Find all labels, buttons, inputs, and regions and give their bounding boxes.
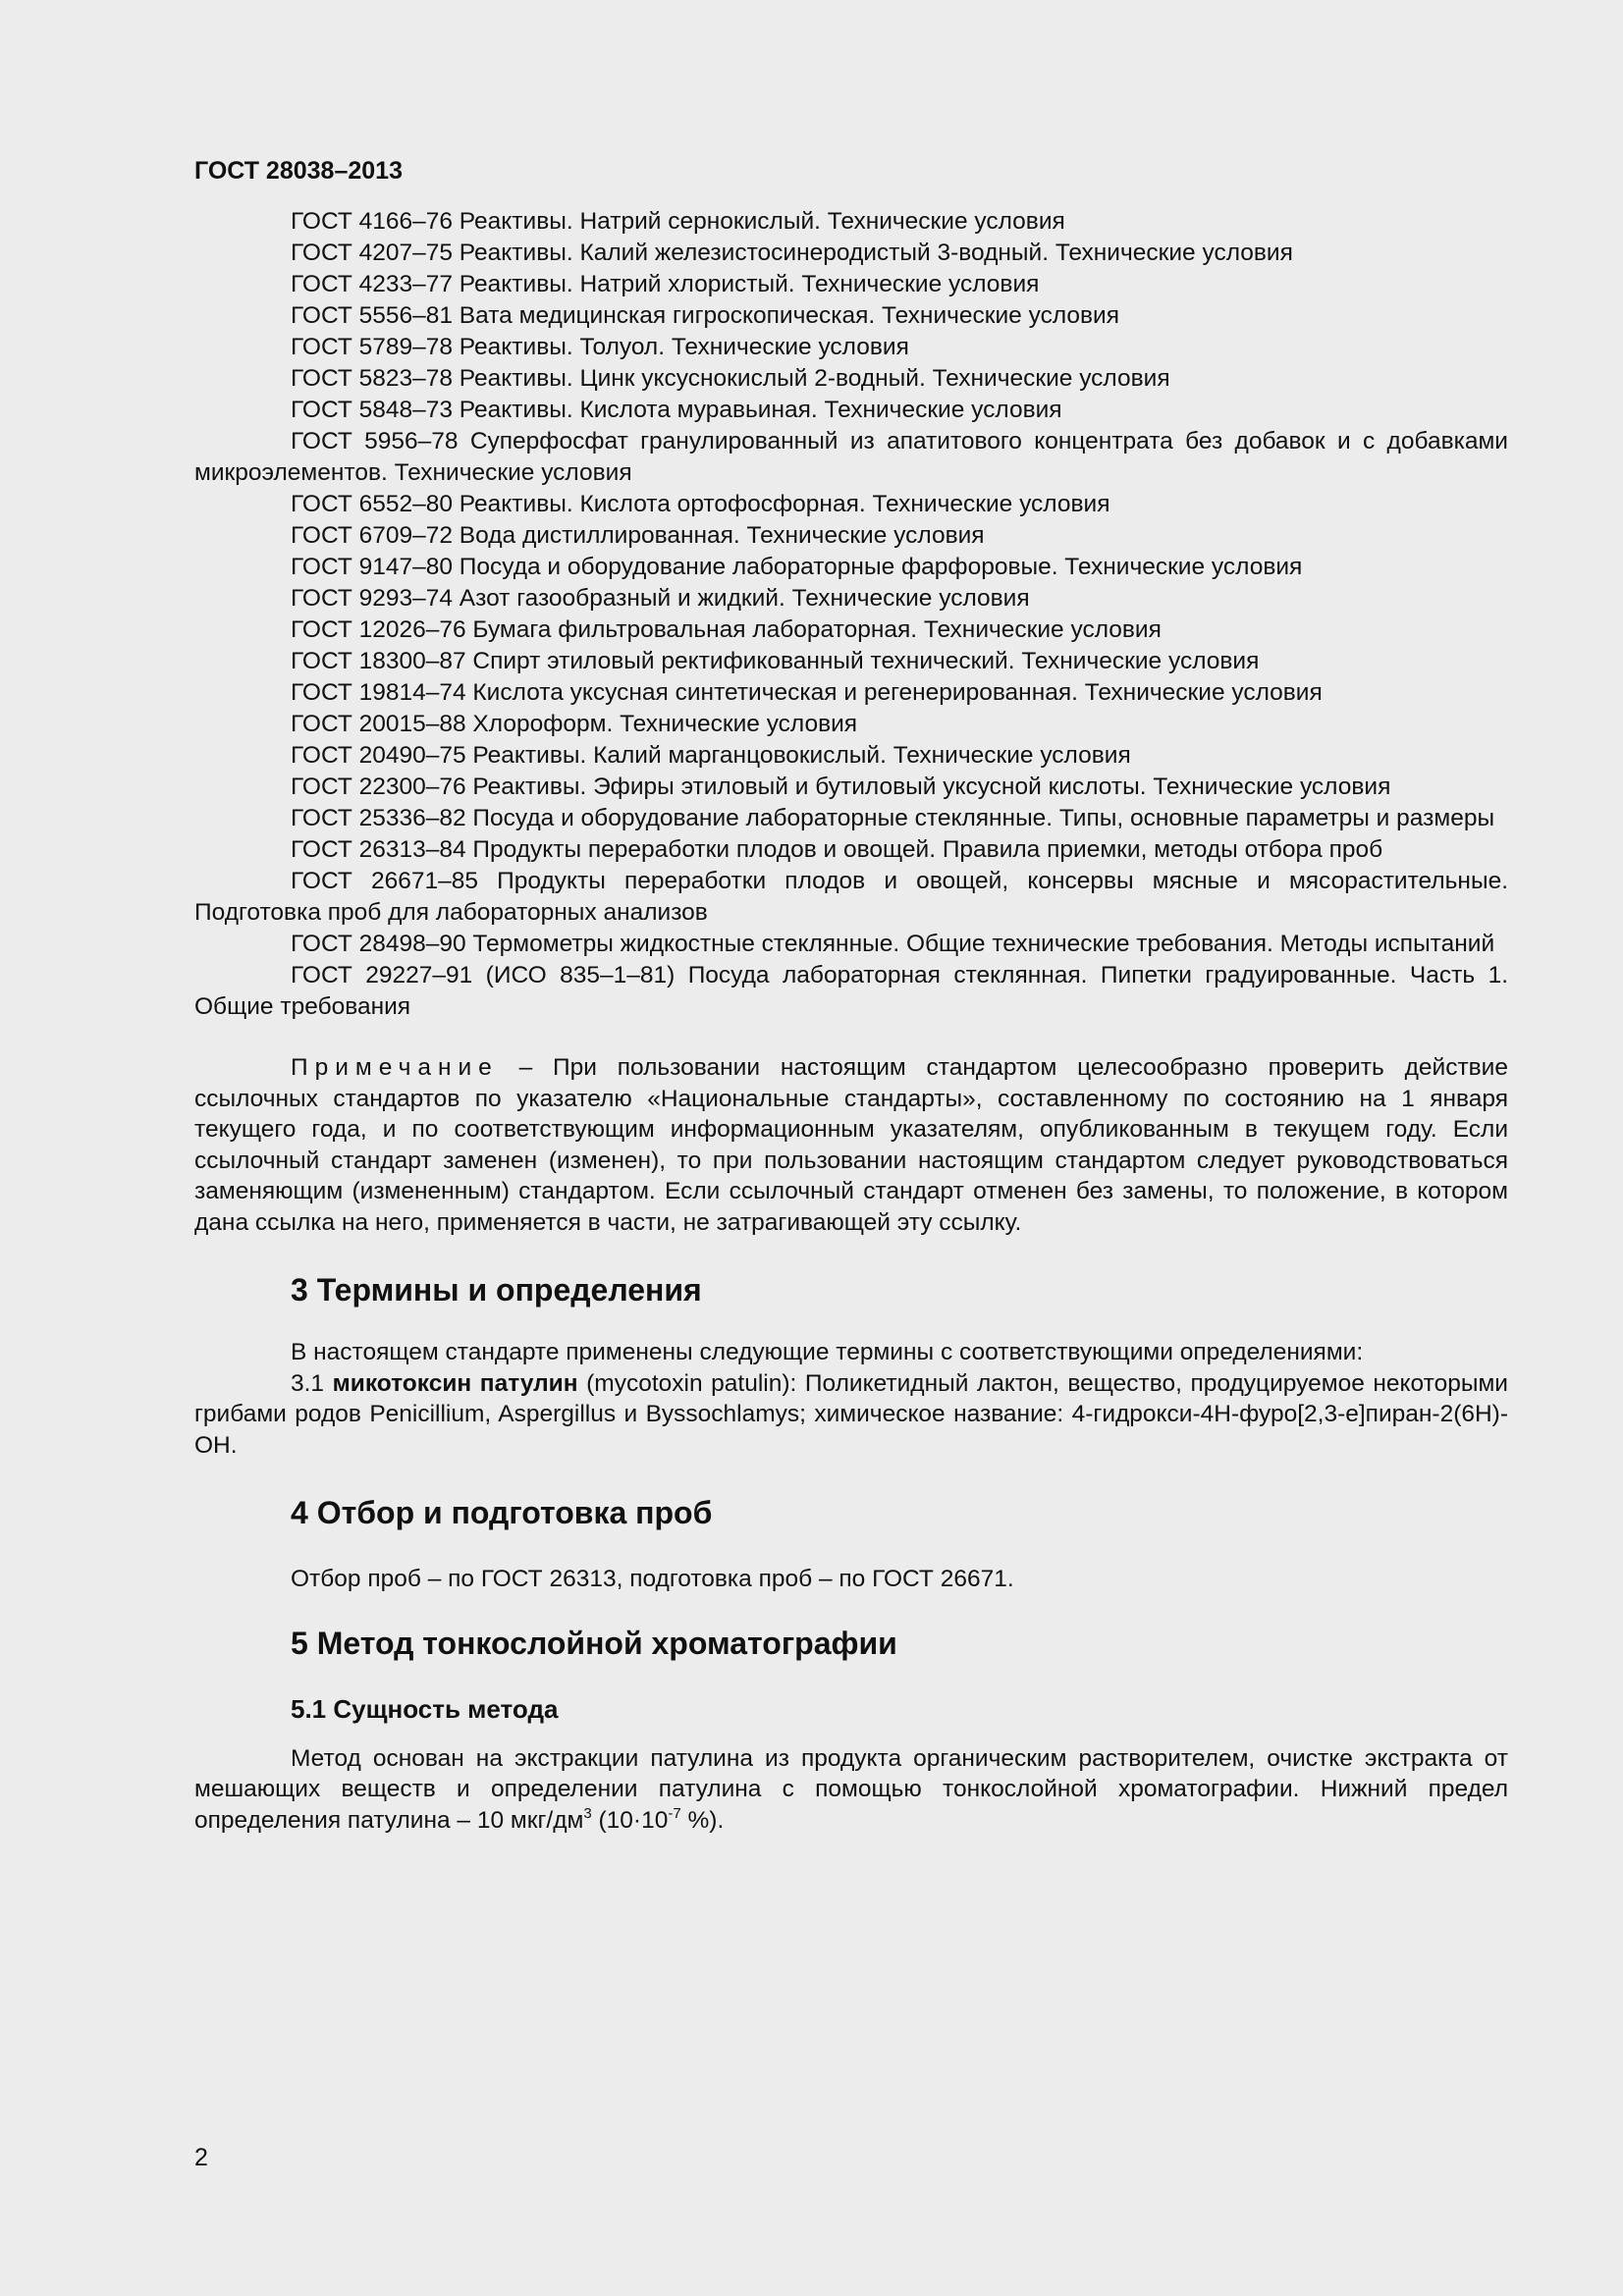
superscript-exponent: 3 xyxy=(583,1804,592,1822)
term-definition-text: (mycotoxin patulin): Поликетидный лактон, вещество, продуцируемое некоторыми грибами родов Penicillium, Aspergillus и Byssochlamys; химическое название: 4-гидрокси-4Н-фуро[2,3-е]пиран-2(6Н)-ОН. xyxy=(194,1369,1508,1459)
term-definition xyxy=(194,1368,1508,1462)
reference-item: ГОСТ 9147–80 Посуда и оборудование лабораторные фарфоровые. Технические условия xyxy=(291,554,1303,580)
term-name: микотоксин патулин xyxy=(332,1369,578,1397)
section-3-intro: В настоящем стандарте применены следующие термины с соответствующими определениями: xyxy=(291,1339,1364,1365)
term-number: 3.1 xyxy=(291,1369,333,1397)
reference-item: ГОСТ 22300–76 Реактивы. Эфиры этиловый и бутиловый уксусной кислоты. Технические условия xyxy=(291,774,1391,800)
section-5-1-text xyxy=(194,1743,1508,1837)
reference-item: ГОСТ 28498–90 Термометры жидкостные стеклянные. Общие технические требования. Методы испытаний xyxy=(291,931,1495,957)
reference-item: ГОСТ 18300–87 Спирт этиловый ректификованный технический. Технические условия xyxy=(291,648,1260,674)
method-text-part: (10·10 xyxy=(591,1806,669,1834)
section-5-heading: 5 Метод тонкослойной хроматографии xyxy=(291,1625,897,1661)
reference-item: ГОСТ 5956–78 Суперфосфат гранулированный из апатитового концентрата без добавок и с добавками микроэлементов. Технические условия xyxy=(194,428,1508,486)
reference-item: ГОСТ 9293–74 Азот газообразный и жидкий. Технические условия xyxy=(291,585,1030,612)
page-number: 2 xyxy=(194,2144,208,2171)
note-label: Примечание xyxy=(291,1054,499,1081)
section-5-1-heading: 5.1 Сущность метода xyxy=(291,1693,559,1724)
reference-item: ГОСТ 20490–75 Реактивы. Калий марганцовокислый. Технические условия xyxy=(291,742,1131,769)
reference-item: ГОСТ 5848–73 Реактивы. Кислота муравьиная. Технические условия xyxy=(291,397,1062,423)
reference-item: ГОСТ 25336–82 Посуда и оборудование лабораторные стеклянные. Типы, основные параметры и размеры xyxy=(291,805,1495,831)
section-4-text: Отбор проб – по ГОСТ 26313, подготовка проб – по ГОСТ 26671. xyxy=(291,1566,1014,1592)
section-3-heading: 3 Термины и определения xyxy=(291,1272,702,1308)
reference-item: ГОСТ 4207–75 Реактивы. Калий железистосинеродистый 3-водный. Технические условия xyxy=(291,240,1293,266)
reference-item: ГОСТ 26671–85 Продукты переработки плодов и овощей, консервы мясные и мясорастительные. Подготовка проб для лабораторных анализов xyxy=(194,868,1508,926)
method-text-part: %). xyxy=(680,1806,725,1834)
reference-item: ГОСТ 20015–88 Хлороформ. Технические условия xyxy=(291,711,858,737)
reference-item: ГОСТ 29227–91 (ИСО 835–1–81) Посуда лабораторная стеклянная. Пипетки градуированные. Часть 1. Общие требования xyxy=(194,962,1508,1020)
reference-item: ГОСТ 4233–77 Реактивы. Натрий хлористый. Технические условия xyxy=(291,271,1040,297)
references-note xyxy=(194,1052,1508,1238)
reference-item: ГОСТ 4166–76 Реактивы. Натрий сернокислый. Технические условия xyxy=(291,208,1065,235)
document-id-header: ГОСТ 28038–2013 xyxy=(194,157,403,185)
reference-item: ГОСТ 5789–78 Реактивы. Толуол. Технические условия xyxy=(291,334,909,360)
reference-item: ГОСТ 6552–80 Реактивы. Кислота ортофосфорная. Технические условия xyxy=(291,491,1110,517)
note-text: – При пользовании настоящим стандартом целесообразно проверить действие ссылочных стандартов по указателю «Национальные стандарты», составленному по состоянию на 1 января текущего года, и по соответствующим информационным указателям, опубликованным в текущем году. Если ссылочный стандарт заменен (изменен), то при пользовании настоящим стандартом следует руководствоваться заменяющим (измененным) стандартом. Если ссылочный стандарт отменен без замены, то положение, в котором дана ссылка на него, применяется в части, не затрагивающей эту ссылку. xyxy=(194,1054,1508,1236)
reference-item: ГОСТ 12026–76 Бумага фильтровальная лабораторная. Технические условия xyxy=(291,616,1162,643)
reference-item: ГОСТ 5823–78 Реактивы. Цинк уксуснокислый 2-водный. Технические условия xyxy=(291,365,1170,392)
reference-item: ГОСТ 5556–81 Вата медицинская гигроскопическая. Технические условия xyxy=(291,302,1120,329)
normative-references-list xyxy=(194,206,1508,1023)
page-content xyxy=(194,155,1508,1836)
reference-item: ГОСТ 6709–72 Вода дистиллированная. Технические условия xyxy=(291,522,985,549)
method-text-part: Метод основан на экстракции патулина из продукта органическим растворителем, очистке экстракта от мешающих веществ и определении патулина с помощью тонкослойной хроматографии. Нижний предел определения патулина – 10 мкг/дм xyxy=(194,1744,1508,1834)
section-4-heading: 4 Отбор и подготовка проб xyxy=(291,1495,713,1530)
superscript-exponent: -7 xyxy=(668,1804,681,1822)
reference-item: ГОСТ 19814–74 Кислота уксусная синтетическая и регенерированная. Технические условия xyxy=(291,679,1323,706)
reference-item: ГОСТ 26313–84 Продукты переработки плодов и овощей. Правила приемки, методы отбора проб xyxy=(291,836,1383,863)
